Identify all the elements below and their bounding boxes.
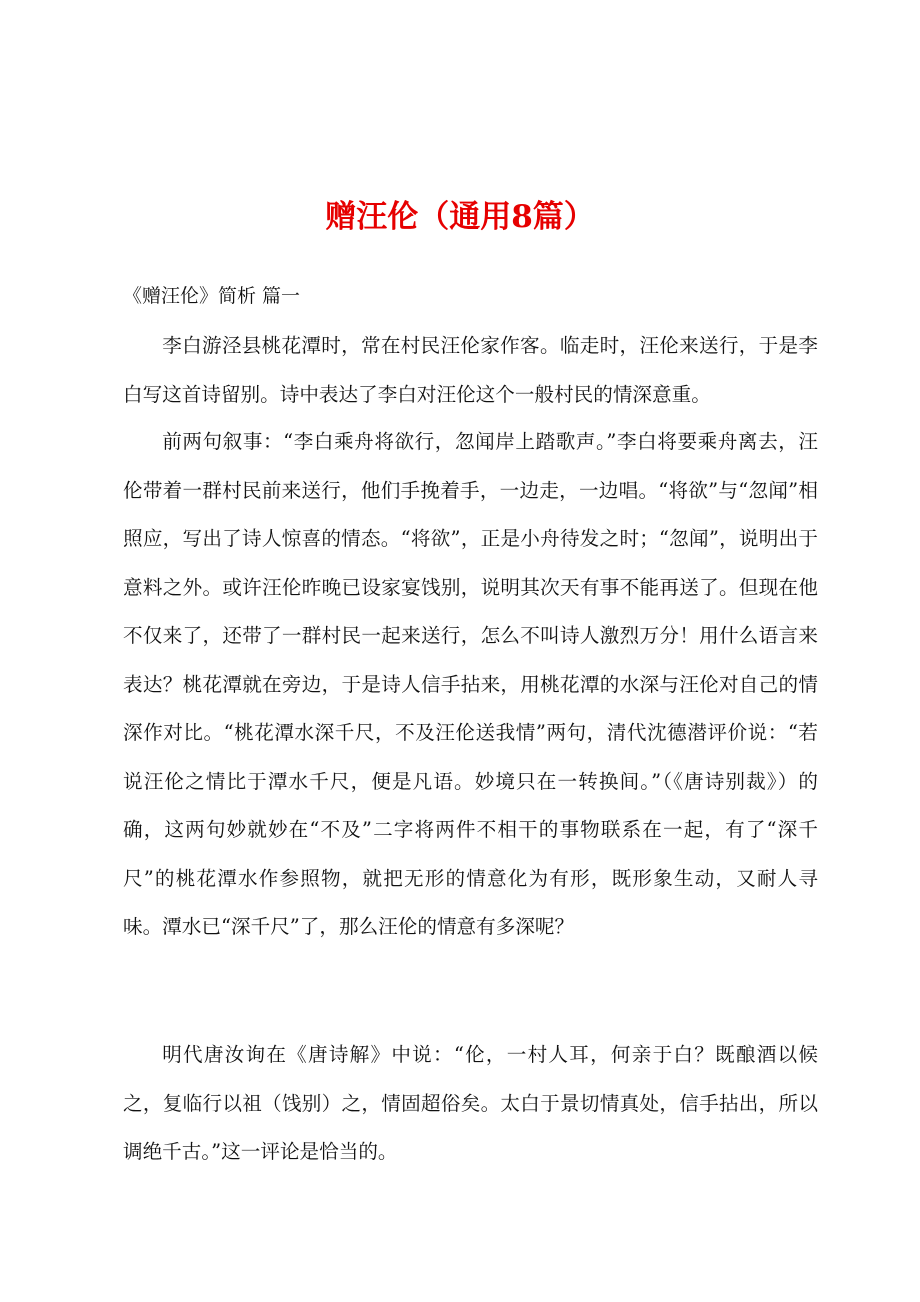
- section-heading: 《赠汪伦》简析 篇一: [123, 285, 301, 307]
- paragraph-3: 明代唐汝询在《唐诗解》中说：“伦，一村人耳，何亲于白？既酿酒以候之，复临行以祖（饯别）之，情固超俗矣。太白于景切情真处，信手拈出，所以调绝千古。”这一评论是恰当的。: [123, 1043, 818, 1163]
- paragraph-1: 李白游泾县桃花潭时，常在村民汪伦家作客。临走时，汪伦来送行，于是李白写这首诗留别。诗中表达了李白对汪伦这个一般村民的情深意重。: [123, 334, 818, 406]
- document-title: 赠汪伦（通用8篇）: [325, 199, 595, 235]
- paragraph-2: 前两句叙事：“李白乘舟将欲行，忽闻岸上踏歌声。”李白将要乘舟离去，汪伦带着一群村民前来送行，他们手挽着手，一边走，一边唱。“将欲”与“忽闻”相照应，写出了诗人惊喜的情态。“将欲”，正是小舟待发之时；“忽闻”，说明出于意料之外。或许汪伦昨晚已设家宴饯别，说明其次天有事不能再送了。但现在他不仅来了，还带了一群村民一起来送行，怎么不叫诗人激烈万分！用什么语言来表达？桃花潭就在旁边，于是诗人信手拈来，用桃花潭的水深与汪伦对自己的情深作对比。“桃花潭水深千尺，不及汪伦送我情”两句，清代沈德潜评价说：“若说汪伦之情比于潭水千尺，便是凡语。妙境只在一转换间。”（《唐诗别裁》）的确，这两句妙就妙在“不及”二字将两件不相干的事物联系在一起，有了“深千尺”的桃花潭水作参照物，就把无形的情意化为有形，既形象生动，又耐人寻味。潭水已“深千尺”了，那么汪伦的情意有多深呢？: [123, 430, 818, 938]
